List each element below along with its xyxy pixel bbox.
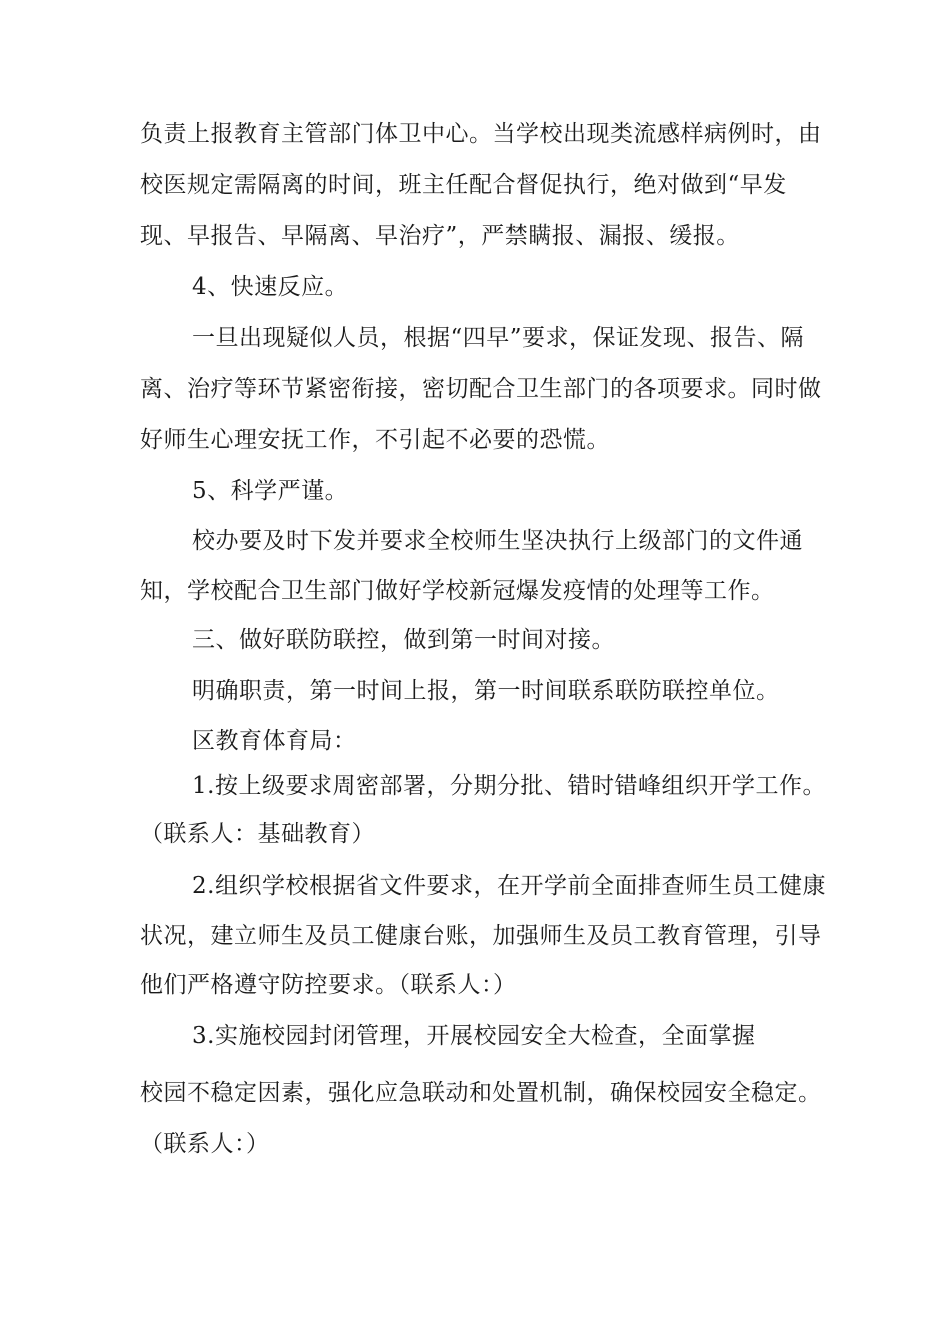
paragraph-line: 负责上报教育主管部门体卫中心。当学校出现类流感样病例时，由 [140, 121, 822, 147]
paragraph-line: 明确职责，第一时间上报，第一时间联系联防联控单位。 [192, 678, 780, 704]
section-heading: 三、做好联防联控，做到第一时间对接。 [192, 627, 615, 653]
paragraph-line: （联系人：） [140, 1131, 270, 1157]
list-item: 1.按上级要求周密部署，分期分批、错时错峰组织开学工作。 [192, 773, 826, 799]
list-item: 2.组织学校根据省文件要求，在开学前全面排查师生员工健康 [192, 873, 826, 899]
paragraph-line: 校办要及时下发并要求全校师生坚决执行上级部门的文件通 [192, 528, 803, 554]
paragraph-line: 状况，建立师生及员工健康台账，加强师生及员工教育管理，引导 [140, 923, 822, 949]
paragraph-line: 离、治疗等环节紧密衔接，密切配合卫生部门的各项要求。同时做 [140, 376, 822, 402]
paragraph-line: （联系人：基础教育） [140, 821, 375, 847]
section-heading: 5、科学严谨。 [192, 478, 349, 504]
paragraph-line: 知，学校配合卫生部门做好学校新冠爆发疫情的处理等工作。 [140, 578, 775, 604]
paragraph-line: 校园不稳定因素，强化应急联动和处置机制，确保校园安全稳定。 [140, 1080, 822, 1106]
paragraph-line: 一旦出现疑似人员，根据“四早”要求，保证发现、报告、隔 [192, 325, 805, 351]
section-heading: 4、快速反应。 [192, 274, 349, 300]
paragraph-line: 好师生心理安抚工作，不引起不必要的恐慌。 [140, 427, 610, 453]
list-item: 3.实施校园封闭管理，开展校园安全大检查，全面掌握 [192, 1023, 756, 1049]
paragraph-line: 校医规定需隔离的时间，班主任配合督促执行，绝对做到“早发 [140, 172, 787, 198]
paragraph-line: 现、早报告、早隔离、早治疗”，严禁瞒报、漏报、缓报。 [140, 223, 740, 249]
paragraph-line: 区教育体育局： [192, 728, 357, 754]
paragraph-line: 他们严格遵守防控要求。（联系人：） [140, 972, 517, 998]
